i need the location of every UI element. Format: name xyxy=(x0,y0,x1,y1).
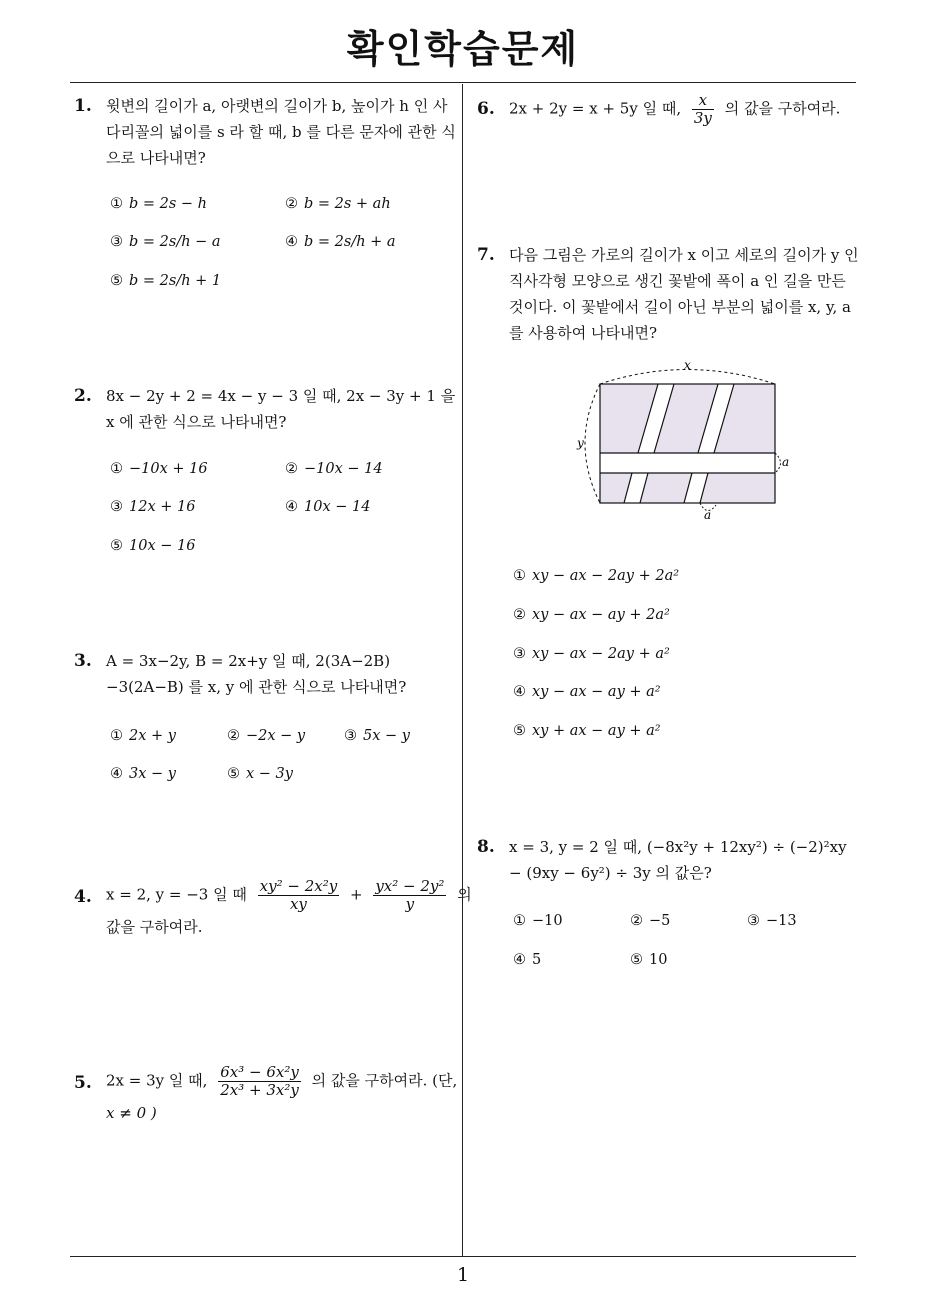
label-y: y xyxy=(577,436,584,450)
option-2[interactable]: ② xy − ax − ay + 2a² xyxy=(513,607,670,623)
option-4[interactable]: ④ 3x − y xyxy=(110,766,176,782)
top-rule xyxy=(70,82,856,83)
question-text-line2: 값을 구하여라. xyxy=(106,918,203,936)
option-1[interactable]: ① xy − ax − 2ay + 2a² xyxy=(513,568,680,584)
garden-region-bottom-left xyxy=(600,473,632,503)
option-2[interactable]: ② b = 2s + ah xyxy=(285,196,391,212)
question-number: 6. xyxy=(477,99,495,119)
option-3[interactable]: ③ b = 2s/h − a xyxy=(110,234,221,250)
fraction-1: $\frac{\text{xy² − 2x²y}}{xy}$ xyxy=(259,877,338,913)
question-text-end: 의 xyxy=(457,885,472,904)
label-a-right: a xyxy=(782,455,790,469)
column-divider xyxy=(462,84,463,1257)
question-text-line2: x ≠ 0 ) xyxy=(106,1104,157,1122)
label-x: x xyxy=(684,358,691,372)
question-text: 다음 그림은 가로의 길이가 x 이고 세로의 길이가 y 인 직사각형 모양으로 생긴 꽃밭에 폭이 a 인 길을 만든 것이다. 이 꽃밭에서 길이 아닌 부분의 넓이를 x, y, a 를 사용하여 나타내면? xyxy=(509,246,859,342)
option-3[interactable]: ③ 12x + 16 xyxy=(110,499,196,515)
garden-region-bottom-mid xyxy=(640,473,692,503)
question-number: 5. xyxy=(74,1073,92,1093)
question-number: 8. xyxy=(477,837,495,857)
fraction: $\frac{\text{6x³ − 6x²y}}{\text{2x³ + 3x²y}}$ xyxy=(220,1063,299,1099)
question-text: 2x = 3y 일 때, xyxy=(106,1071,208,1090)
bottom-rule xyxy=(70,1256,856,1257)
garden-region-bottom-right xyxy=(700,473,775,503)
question-number: 3. xyxy=(74,651,92,671)
fraction-2: $\frac{\text{yx² − 2y²}}{y}$ xyxy=(375,877,445,913)
option-5[interactable]: ⑤ xy + ax − ay + a² xyxy=(513,723,661,739)
question-text: 8x − 2y + 2 = 4x − y − 3 일 때, 2x − 3y + 1 을 x 에 관한 식으로 나타내면? xyxy=(106,387,456,431)
option-5[interactable]: ⑤ 10x − 16 xyxy=(110,538,196,554)
question-number: 1. xyxy=(74,96,92,116)
option-1[interactable]: ① −10x + 16 xyxy=(110,461,208,477)
option-5[interactable]: ⑤ b = 2s/h + 1 xyxy=(110,273,222,289)
option-4[interactable]: ④ b = 2s/h + a xyxy=(285,234,396,250)
height-brace xyxy=(585,384,600,503)
option-3[interactable]: ③ −13 xyxy=(747,913,797,929)
option-4[interactable]: ④ 5 xyxy=(513,952,542,968)
garden-region-top-left xyxy=(600,384,658,453)
option-1[interactable]: ① −10 xyxy=(513,913,563,929)
question-number: 7. xyxy=(477,245,495,265)
option-2[interactable]: ② −2x − y xyxy=(227,728,306,744)
question-text-end: 의 값을 구하여라. (단, xyxy=(311,1071,458,1090)
plus-sign: + xyxy=(349,885,363,904)
option-2[interactable]: ② −5 xyxy=(630,913,671,929)
fraction: $\frac{x}{3y}$ xyxy=(693,91,712,127)
garden-figure xyxy=(560,355,800,525)
option-3[interactable]: ③ xy − ax − 2ay + a² xyxy=(513,646,670,662)
path-width-brace-right xyxy=(775,453,781,473)
option-1[interactable]: ① 2x + y xyxy=(110,728,176,744)
question-text: A = 3x−2y, B = 2x+y 일 때, 2(3A−2B)−3(2A−B) 를 x, y 에 관한 식으로 나타내면? xyxy=(106,652,407,696)
option-5[interactable]: ⑤ x − 3y xyxy=(227,766,293,782)
option-4[interactable]: ④ 10x − 14 xyxy=(285,499,371,515)
page-number: 1 xyxy=(456,1264,470,1286)
page-title: 확인학습문제 xyxy=(346,27,580,71)
garden-region-top-right xyxy=(714,384,775,453)
option-5[interactable]: ⑤ 10 xyxy=(630,952,668,968)
option-3[interactable]: ③ 5x − y xyxy=(344,728,410,744)
label-a-bottom: a xyxy=(704,508,712,522)
option-4[interactable]: ④ xy − ax − ay + a² xyxy=(513,684,661,700)
question-text: x = 2, y = −3 일 때 xyxy=(106,885,247,904)
question-text: x = 3, y = 2 일 때, (−8x²y + 12xy²) ÷ (−2)²xy − (9xy − 6y²) ÷ 3y 의 값은? xyxy=(509,838,847,882)
option-1[interactable]: ① b = 2s − h xyxy=(110,196,208,212)
question-number: 4. xyxy=(74,887,92,907)
question-text: 2x + 2y = x + 5y 일 때, xyxy=(509,99,682,118)
question-text: 윗변의 길이가 a, 아랫변의 길이가 b, 높이가 h 인 사다리꼴의 넓이를 s 라 할 때, b 를 다른 문자에 관한 식으로 나타내면? xyxy=(106,97,456,167)
question-number: 2. xyxy=(74,386,92,406)
question-text-end: 의 값을 구하여라. xyxy=(724,99,841,118)
option-2[interactable]: ② −10x − 14 xyxy=(285,461,383,477)
